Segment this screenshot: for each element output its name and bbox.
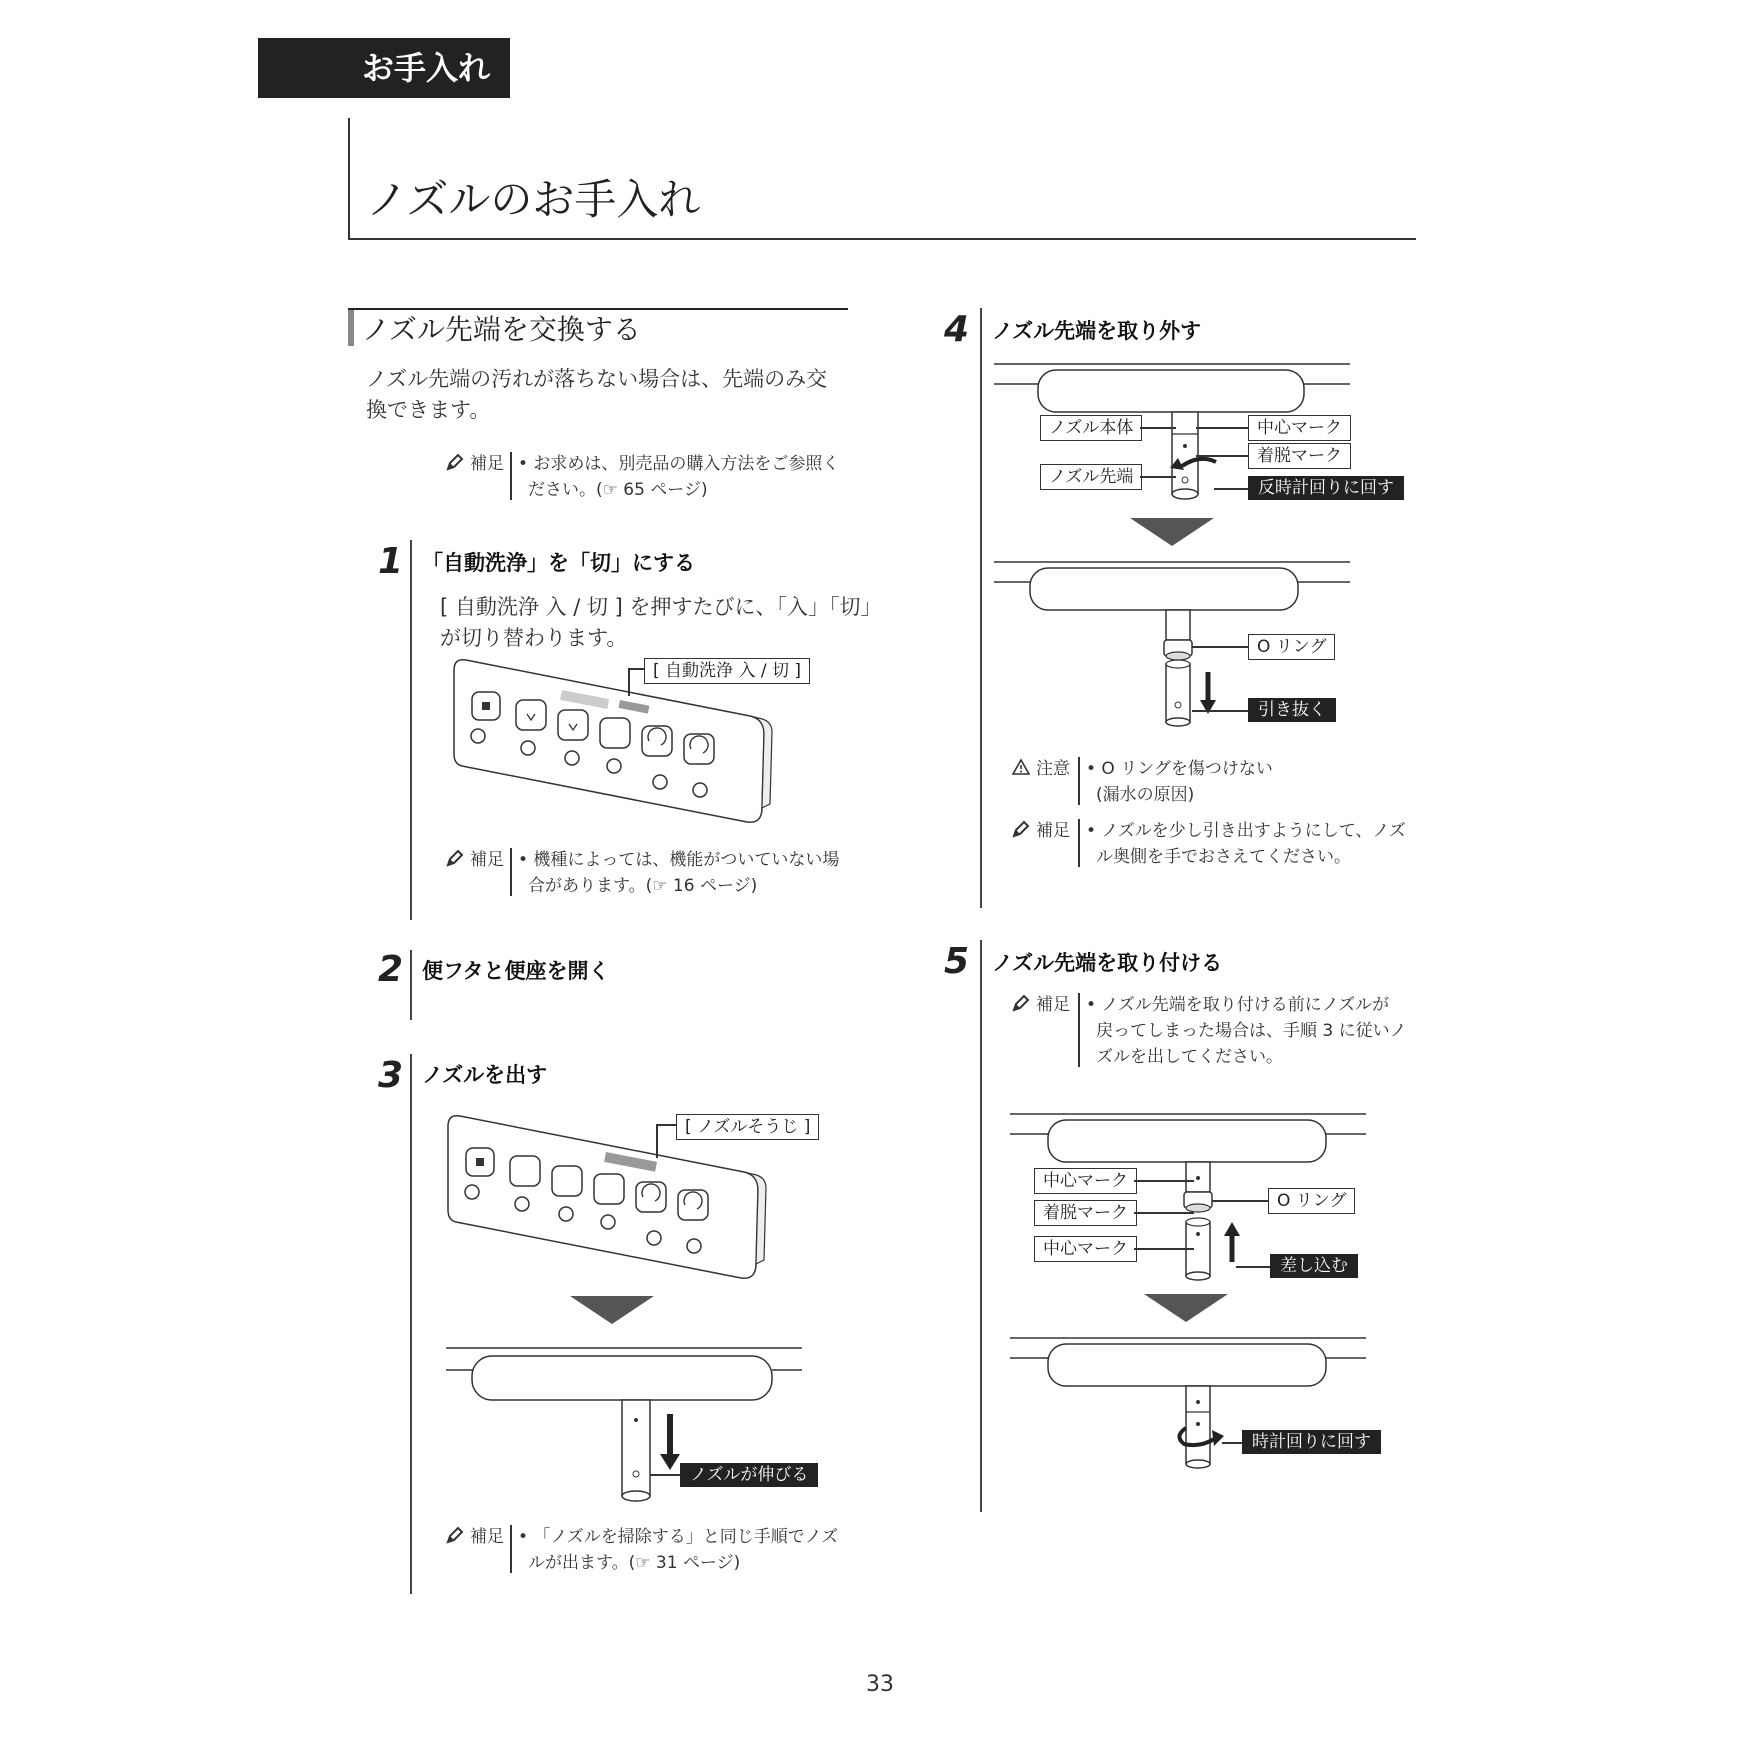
step-1-note-text: • 機種によっては、機能がついていない場 合があります。(☞ 16 ページ): [518, 850, 840, 896]
nozzle-tip-label: ノズル先端: [1040, 464, 1142, 490]
step-3-down-arrow-icon: [570, 1296, 654, 1324]
step-2-rule: [410, 950, 412, 1020]
intro-line-2: 換できます。: [366, 398, 491, 422]
intro-text: [366, 364, 827, 426]
step-4-note-text: • ノズルを少し引き出すようにして、ノズ ル奥側を手でおさえてください。: [1086, 821, 1406, 867]
step-1-callout-leader-v: [628, 668, 630, 696]
intro-note-bar: [510, 452, 512, 500]
pencil-icon: [446, 849, 464, 867]
intro-line-1: ノズル先端の汚れが落ちない場合は、先端のみ交: [366, 367, 828, 391]
insert-label: 差し込む: [1270, 1254, 1358, 1278]
cw-leader: [1222, 1442, 1242, 1444]
step-5-rule: [980, 940, 982, 1512]
step-3-note-bar: [510, 1525, 512, 1573]
step-5-note-text: • ノズル先端を取り付ける前にノズルが 戻ってしまった場合は、手順 3 に従いノ ズルを出してください。: [1086, 995, 1407, 1067]
step-4-caution-text: • O リングを傷つけない (漏水の原因): [1086, 759, 1273, 805]
attach-center-leader-2: [1134, 1248, 1194, 1250]
step-4-number: 4: [944, 309, 970, 350]
attach-o-ring-label: O リング: [1268, 1188, 1355, 1214]
page-title: ノズルのお手入れ: [366, 175, 701, 224]
pencil-icon: [1012, 820, 1030, 838]
nozzle-extend-label: ノズルが伸びる: [680, 1463, 818, 1487]
subsection-title: ノズル先端を交換する: [362, 313, 641, 346]
step-1-note-bar: [510, 848, 512, 896]
step-1-desc: [ 自動洗浄 入 / 切 ] を押すたびに、「入」「切」 が切り替わります。: [440, 595, 882, 650]
o-ring-leader: [1192, 646, 1248, 648]
title-rule-vertical: [348, 118, 350, 240]
nozzle-clean-button-callout: [ ノズルそうじ ]: [676, 1114, 819, 1140]
o-ring-label: O リング: [1248, 634, 1335, 660]
pencil-icon: [1012, 994, 1030, 1012]
pencil-icon: [446, 1526, 464, 1544]
step-5-note-bar: [1078, 993, 1080, 1067]
detach-mark-leader: [1196, 455, 1248, 457]
detach-mark-label: 着脱マーク: [1248, 443, 1351, 469]
center-mark-leader: [1196, 427, 1248, 429]
intro-note-text: • お求めは、別売品の購入方法をご参照く ださい。(☞ 65 ページ): [518, 454, 840, 500]
step-4-caution-label: 注意: [1012, 756, 1070, 782]
step-3-callout-leader: [656, 1124, 676, 1126]
insert-leader: [1236, 1266, 1270, 1268]
nozzle-body-label: ノズル本体: [1040, 415, 1142, 441]
step-3-rule: [410, 1054, 412, 1594]
step-1-title: 「自動洗浄」を「切」にする: [422, 551, 695, 575]
ccw-label: 反時計回りに回す: [1248, 476, 1404, 500]
step-1-number: 1: [378, 541, 404, 582]
attach-center-leader-1: [1134, 1180, 1194, 1182]
warning-icon: [1012, 758, 1030, 776]
step-4-note-label: 補足: [1012, 818, 1070, 844]
step-2-number: 2: [378, 949, 404, 990]
step-4-down-arrow-icon: [1130, 518, 1214, 546]
extend-leader: [650, 1474, 680, 1476]
step-1-callout-leader: [628, 668, 644, 670]
step-3-number: 3: [378, 1055, 404, 1096]
attach-detach-mark-label: 着脱マーク: [1034, 1200, 1137, 1226]
step-3-note-text: • 「ノズルを掃除する」と同じ手順でノズ ルが出ます。(☞ 31 ページ): [518, 1527, 839, 1573]
pull-leader: [1192, 710, 1248, 712]
section-tab: お手入れ: [258, 38, 510, 98]
ccw-leader: [1214, 488, 1248, 490]
step-4-caution-bar: [1078, 757, 1080, 805]
pull-out-label: 引き抜く: [1248, 698, 1336, 722]
attach-o-ring-leader: [1212, 1200, 1268, 1202]
title-rule-horizontal: [348, 238, 1416, 240]
body-leader: [1140, 427, 1176, 429]
step-5-note-label: 補足: [1012, 992, 1070, 1018]
subsection-marker: [348, 310, 354, 346]
auto-flush-button-callout: [ 自動洗浄 入 / 切 ]: [644, 658, 810, 684]
step-5-title: ノズル先端を取り付ける: [992, 951, 1223, 975]
step-4-title: ノズル先端を取り外す: [992, 319, 1202, 343]
page-number: 33: [866, 1672, 894, 1697]
step-2-title: 便フタと便座を開く: [422, 959, 610, 983]
attach-detach-leader: [1134, 1212, 1194, 1214]
step-3-note-label: 補足: [446, 1524, 504, 1550]
step-5-number: 5: [944, 941, 970, 982]
tip-leader: [1140, 476, 1176, 478]
step-4-rule: [980, 308, 982, 908]
step-4-note-bar: [1078, 819, 1080, 867]
center-mark-label: 中心マーク: [1248, 415, 1351, 441]
intro-note-label: 補足: [446, 451, 504, 477]
step-3-callout-leader-v: [656, 1124, 658, 1158]
step-3-title: ノズルを出す: [422, 1063, 548, 1087]
step-5-down-arrow-icon: [1144, 1294, 1228, 1322]
pencil-icon: [446, 453, 464, 471]
step-1-note-label: 補足: [446, 847, 504, 873]
attach-center-mark-label-1: 中心マーク: [1034, 1168, 1137, 1194]
clockwise-label: 時計回りに回す: [1242, 1430, 1381, 1454]
attach-center-mark-label-2: 中心マーク: [1034, 1236, 1137, 1262]
step-1-rule: [410, 540, 412, 920]
